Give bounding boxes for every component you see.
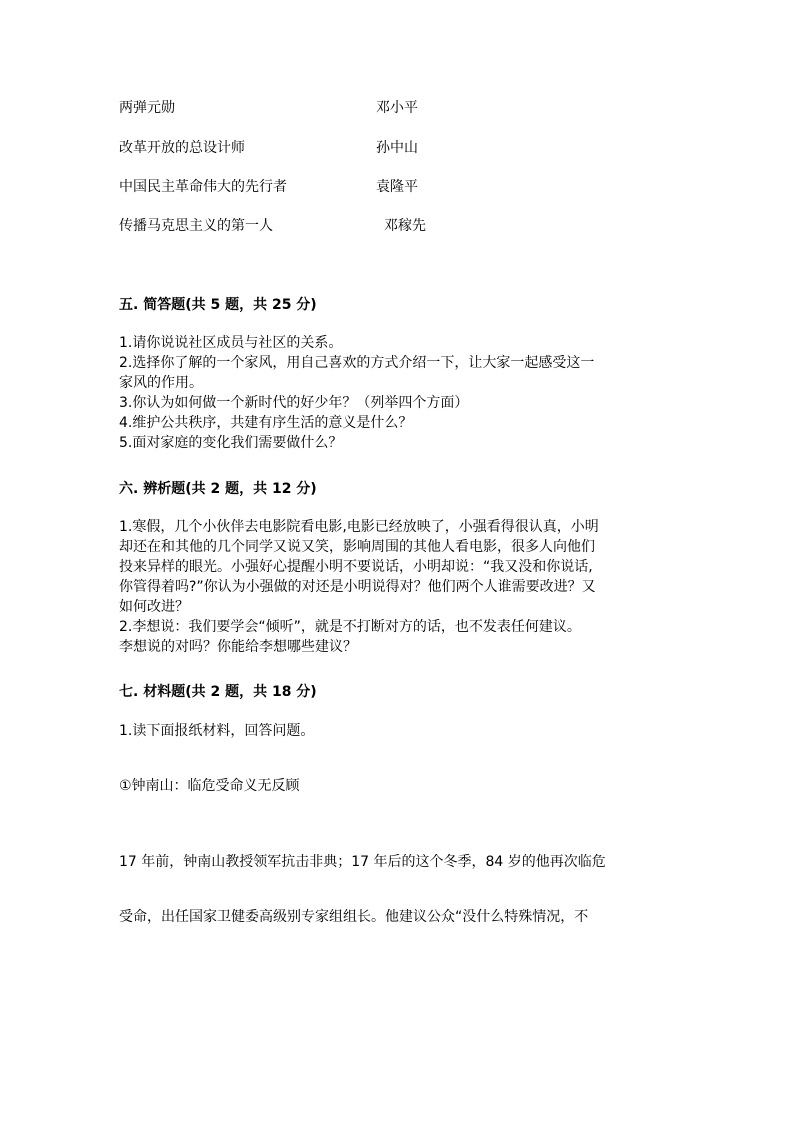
section5-line: 1.请你说说社区成员与社区的关系。: [119, 335, 343, 351]
match-left-2: 改革开放的总设计师: [119, 140, 245, 156]
section7-question-1: 1.读下面报纸材料，回答问题。: [119, 723, 315, 739]
section6-line: 2.李想说：我们要学会“倾听”，就是不打断对方的话，也不发表任何建议。: [119, 619, 581, 635]
section6-line: 如何改进？: [119, 599, 189, 615]
section6-line: 你管得着吗?”你认为小强做的对还是小明说得对？他们两个人谁需要改进？又: [119, 579, 596, 595]
section5-line: 家风的作用。: [119, 375, 203, 391]
section6-line: 李想说的对吗？你能给李想哪些建议？: [119, 639, 357, 655]
material-subtitle: ①钟南山：临危受命义无反顾: [119, 778, 300, 794]
section5-questions: [119, 333, 679, 453]
section6-line: 投来异样的眼光。小强好心提醒小明不要说话，小明却说：“我又没和你说话,: [119, 559, 593, 575]
section5-line: 3.你认为如何做一个新时代的好少年？（列举四个方面）: [119, 395, 469, 411]
section6-line: 1.寒假，几个小伙伴去电影院看电影,电影已经放映了，小强看得很认真，小明: [119, 519, 599, 535]
match-left-3: 中国民主革命伟大的先行者: [119, 179, 287, 195]
material-text-line: 受命，出任国家卫健委高级别专家组组长。他建议公众“没什么特殊情况，不: [119, 909, 589, 925]
match-left-4: 传播马克思主义的第一人: [119, 218, 273, 234]
section6-questions: [119, 517, 679, 657]
section6-line: 却还在和其他的几个同学又说又笑，影响周围的其他人看电影，很多人向他们: [119, 539, 595, 555]
section6-heading: 六. 辨析题(共 2 题，共 12 分): [119, 481, 317, 497]
match-left-1: 两弹元勋: [119, 100, 175, 116]
match-right-3: 袁隆平: [376, 179, 418, 195]
section5-line: 5.面对家庭的变化我们需要做什么？: [119, 435, 343, 451]
material-text-line: 17 年前，钟南山教授领军抗击非典；17 年后的这个冬季，84 岁的他再次临危: [119, 854, 606, 870]
match-right-1: 邓小平: [376, 100, 418, 116]
section5-line: 4.维护公共秩序，共建有序生活的意义是什么？: [119, 415, 413, 431]
match-right-4: 邓稼先: [384, 218, 426, 234]
match-right-2: 孙中山: [376, 140, 418, 156]
section5-line: 2.选择你了解的一个家风，用自己喜欢的方式介绍一下，让大家一起感受这一: [119, 355, 595, 371]
section7-heading: 七. 材料题(共 2 题，共 18 分): [119, 684, 317, 700]
section5-heading: 五. 简答题(共 5 题，共 25 分): [119, 297, 317, 313]
